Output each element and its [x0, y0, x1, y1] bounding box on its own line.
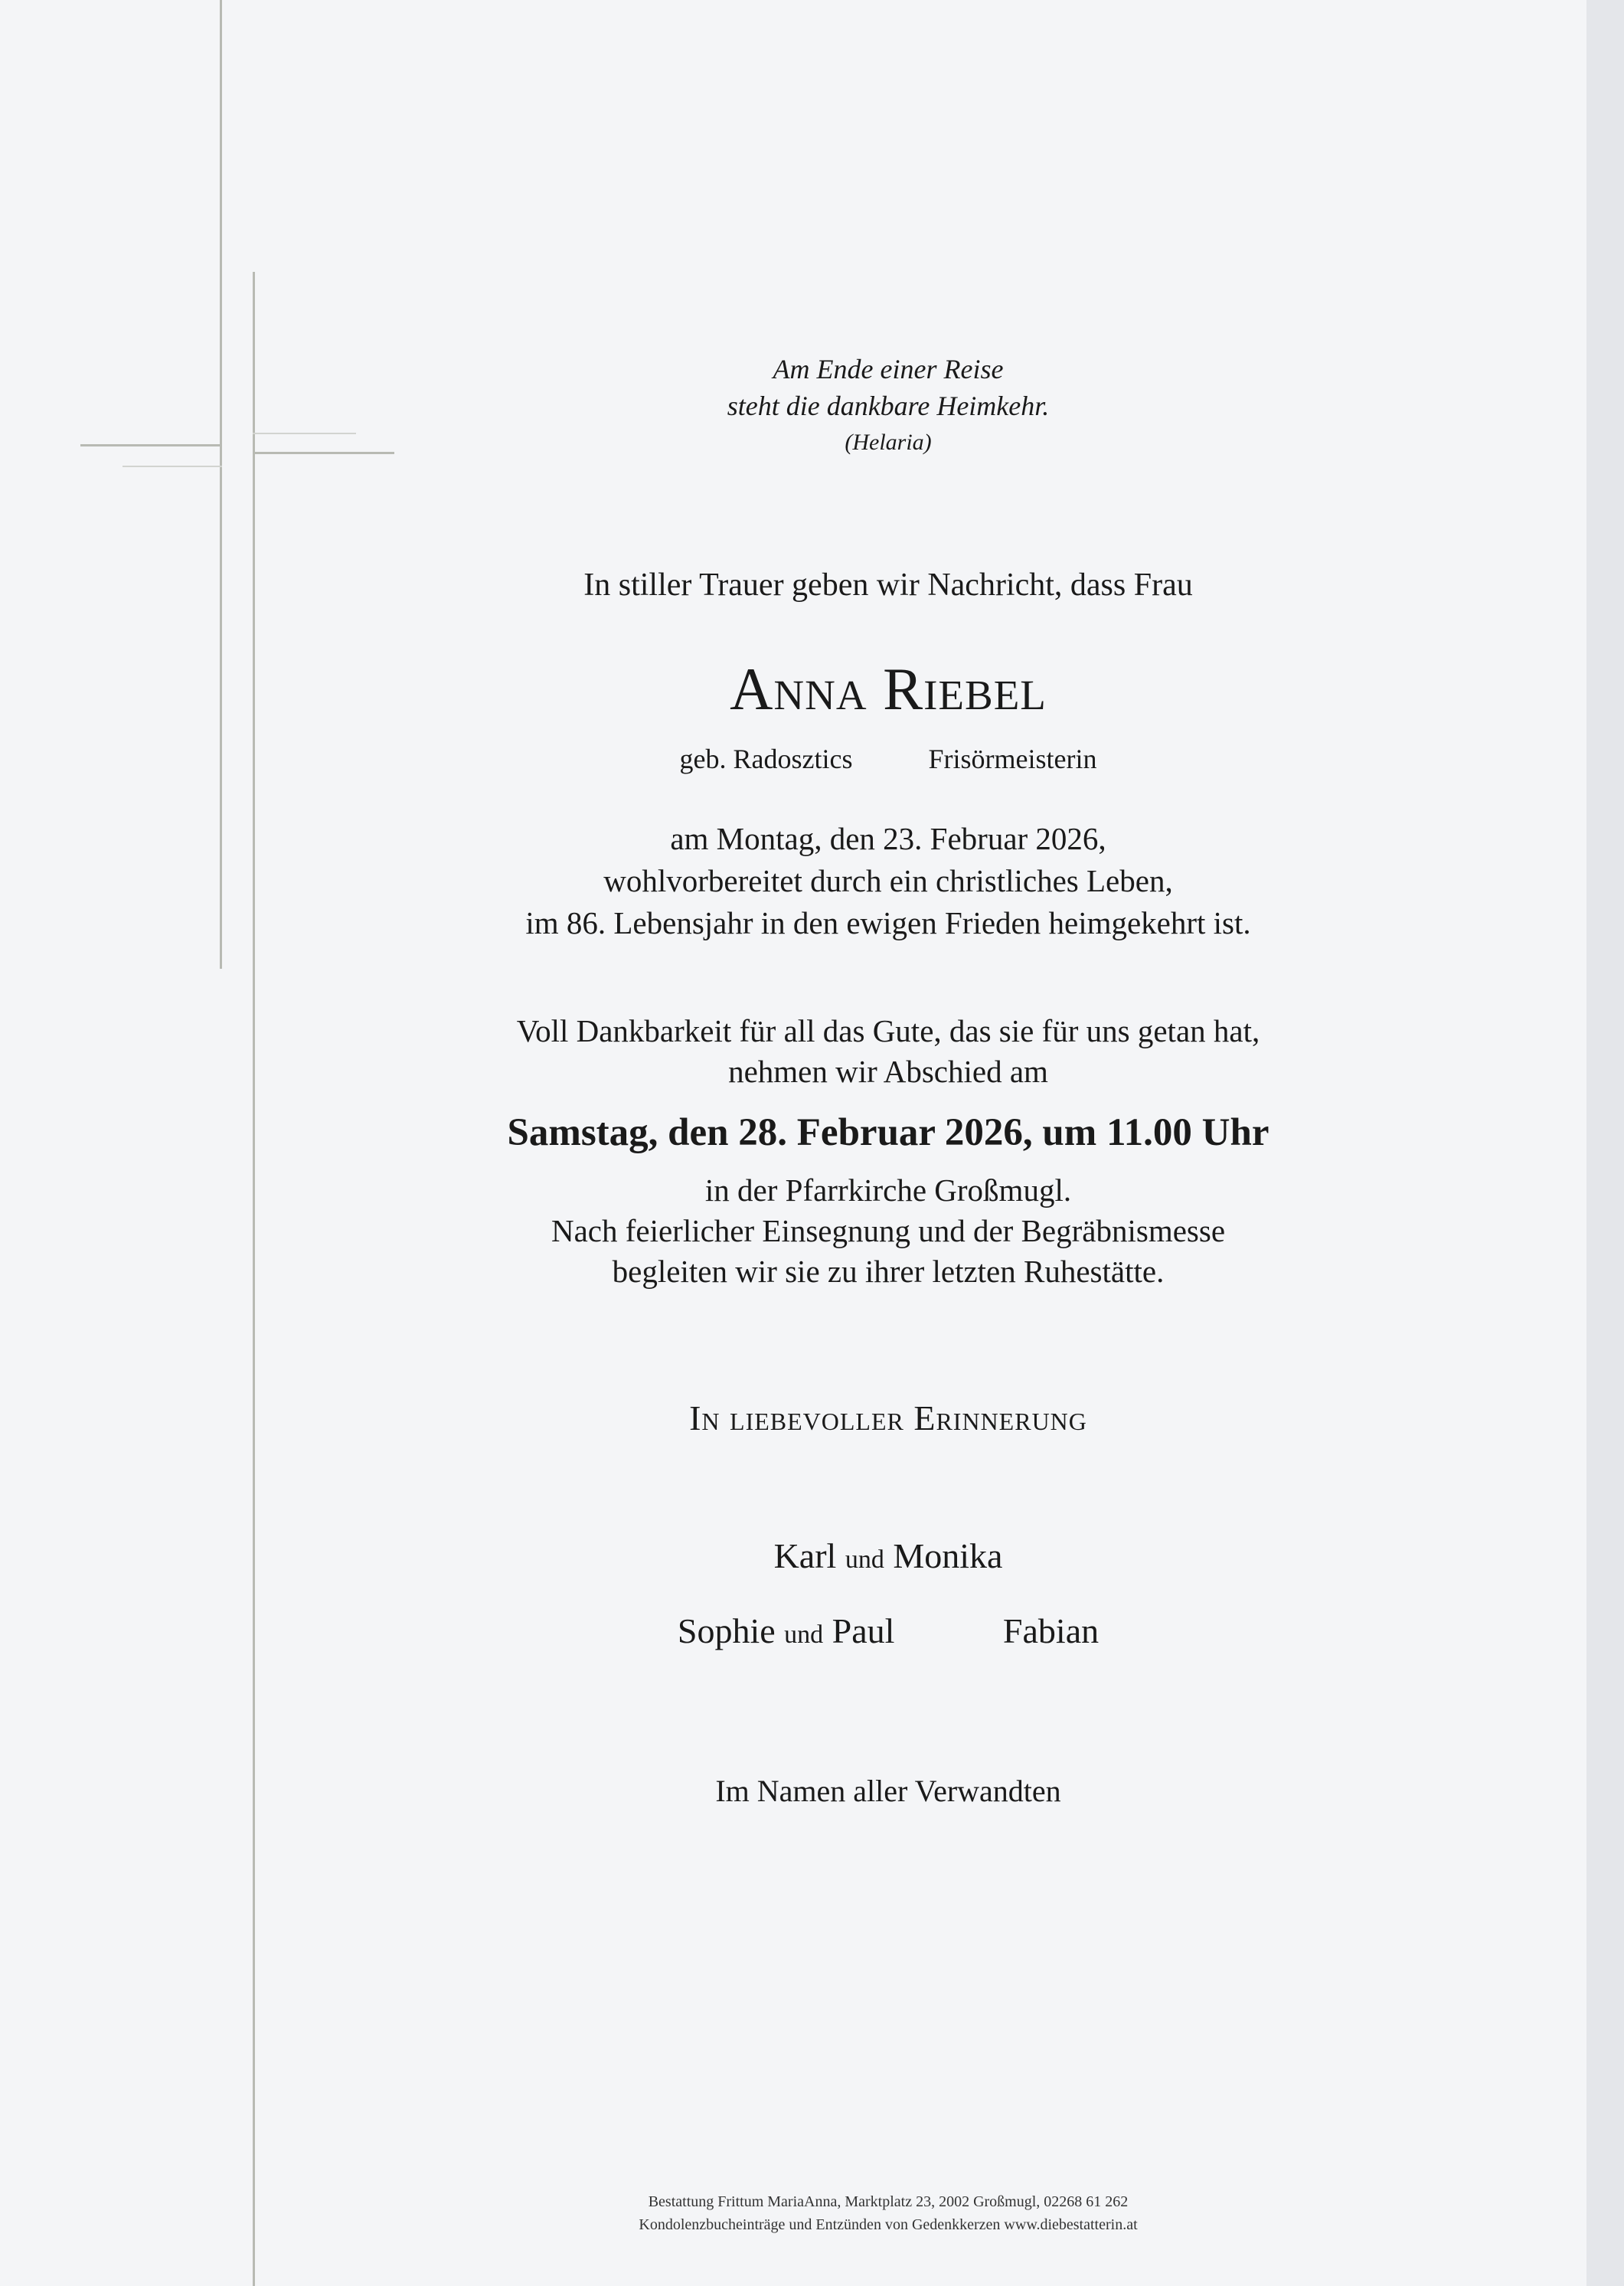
- cross-horizontal-line: [253, 433, 356, 434]
- profession: Frisörmeisterin: [928, 744, 1097, 774]
- cross-vertical-line: [220, 0, 222, 969]
- family-member: Sophie: [677, 1611, 776, 1650]
- deceased-details: [383, 743, 1394, 775]
- farewell-line: Nach feierlicher Einsegnung und der Begräbnismesse: [551, 1213, 1226, 1248]
- family-connector: und: [845, 1545, 884, 1574]
- family-row: [383, 1611, 1394, 1651]
- death-notice-line: im 86. Lebensjahr in den ewigen Frieden heimgekehrt ist.: [525, 905, 1251, 940]
- family-group: [678, 1611, 895, 1651]
- death-notice-line: am Montag, den 23. Februar 2026,: [670, 821, 1106, 856]
- farewell-line: in der Pfarrkirche Großmugl.: [704, 1172, 1072, 1208]
- family-member: Karl: [773, 1536, 837, 1575]
- footer-line: Bestattung Frittum MariaAnna, Marktplatz 23, 2002 Großmugl, 02268 61 262: [648, 2193, 1129, 2210]
- farewell-line: Voll Dankbarkeit für all das Gute, das sie für uns getan hat,: [516, 1013, 1260, 1048]
- motto-source: (Helaria): [845, 430, 932, 455]
- family-connector: und: [784, 1620, 824, 1649]
- deceased-name: Anna Riebel: [730, 656, 1047, 722]
- page-edge: [1586, 0, 1624, 2286]
- death-notice-line: wohlvorbereitet durch ein christliches Leben,: [603, 863, 1173, 898]
- death-notice: [383, 818, 1394, 944]
- cross-horizontal-line: [80, 444, 222, 446]
- farewell-line: begleiten wir sie zu ihrer letzten Ruhestätte.: [612, 1254, 1165, 1289]
- intro-text: In stiller Trauer geben wir Nachricht, dass Frau: [583, 567, 1193, 603]
- funeral-details: [383, 1170, 1394, 1292]
- cross-vertical-line: [253, 272, 255, 2286]
- farewell-intro: [383, 1011, 1394, 1092]
- cross-horizontal-line: [253, 452, 394, 454]
- memory-heading: In liebevoller Erinnerung: [689, 1398, 1087, 1437]
- funeral-date: Samstag, den 28. Februar 2026, um 11.00 Uhr: [507, 1111, 1269, 1154]
- birth-name: geb. Radosztics: [679, 744, 853, 774]
- family-member: Fabian: [1002, 1611, 1100, 1650]
- footer-line: Kondolenzbucheinträge und Entzünden von Gedenkkerzen www.diebestatterin.at: [639, 2216, 1138, 2233]
- motto-line: Am Ende einer Reise: [773, 354, 1004, 384]
- motto-line: steht die dankbare Heimkehr.: [727, 391, 1050, 421]
- relatives-line: Im Namen aller Verwandten: [715, 1774, 1061, 1808]
- footer: [383, 2190, 1394, 2236]
- motto: [383, 351, 1394, 461]
- family-member: Monika: [893, 1536, 1003, 1575]
- family-row: [383, 1535, 1394, 1576]
- cross-horizontal-line: [123, 466, 222, 467]
- family-member: Paul: [832, 1611, 895, 1650]
- farewell-line: nehmen wir Abschied am: [728, 1054, 1048, 1089]
